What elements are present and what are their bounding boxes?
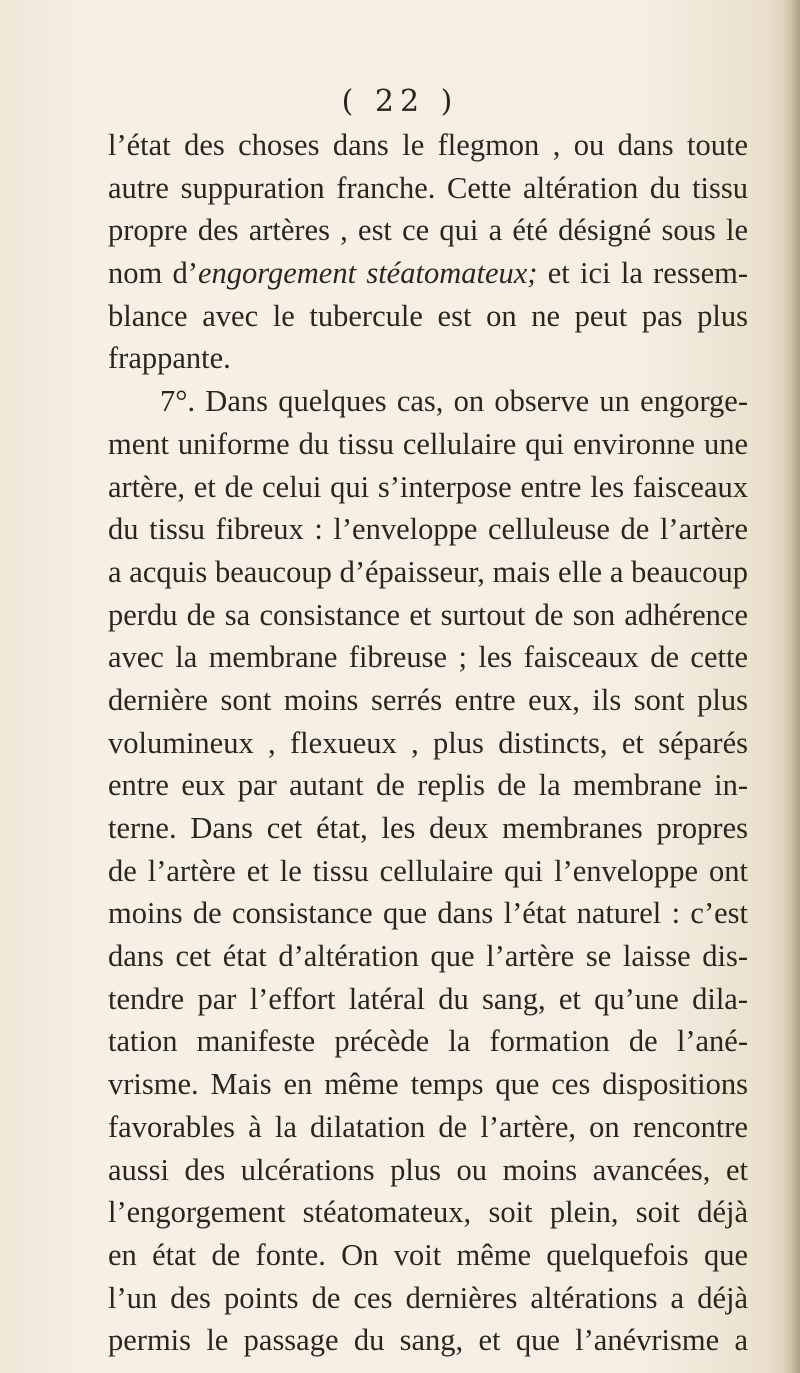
text-line: perdu de sa consistance et surtout de son adhérence bbox=[108, 597, 748, 632]
text-line: favorables à la dilatation de l’artère, on rencontre bbox=[108, 1109, 748, 1144]
text-line: entre eux par autant de replis de la membrane in- bbox=[108, 768, 748, 803]
text-line: avec la membrane fibreuse ; les faisceaux de cette bbox=[108, 640, 748, 675]
text-line: vrisme. Mais en même temps que ces dispositions bbox=[108, 1067, 748, 1102]
text-line: tendre par l’effort latéral du sang, et qu’une dila- bbox=[108, 981, 748, 1016]
text-line: tation manifeste précède la formation de l’ané- bbox=[108, 1024, 748, 1059]
text-line: aussi des ulcérations plus ou moins avancées, et bbox=[108, 1152, 748, 1187]
text-line: de l’artère et le tissu cellulaire qui l’enveloppe ont bbox=[108, 853, 748, 888]
text-line: moins de consistance que dans l’état naturel : c’est bbox=[108, 896, 748, 931]
text-line: a acquis beaucoup d’épaisseur, mais elle a beaucoup bbox=[108, 554, 748, 589]
text-line: autre suppuration franche. Cette altération du tissu bbox=[108, 170, 748, 205]
text-line: ment uniforme du tissu cellulaire qui environne une bbox=[108, 426, 748, 461]
text-line: volumineux , flexueux , plus distincts, et séparés bbox=[108, 725, 748, 760]
text-line bbox=[108, 252, 748, 295]
text-line: du tissu fibreux : l’enveloppe celluleuse de l’artère bbox=[108, 512, 748, 547]
text-line: dernière sont moins serrés entre eux, ils sont plus bbox=[108, 682, 748, 717]
body-text bbox=[108, 124, 748, 1362]
text-line: en état de fonte. On voit même quelquefois que bbox=[108, 1237, 748, 1272]
italic-term: engorgement stéatomateux; bbox=[197, 256, 538, 291]
text-line: dans cet état d’altération que l’artère se laisse dis- bbox=[108, 939, 748, 974]
text-segment: et ici la ressem- bbox=[537, 256, 748, 291]
text-line: propre des artères , est ce qui a été désigné sous le bbox=[108, 213, 748, 248]
page-number: ( 22 ) bbox=[341, 84, 459, 119]
text-line: l’engorgement stéatomateux, soit plein, soit déjà bbox=[108, 1195, 748, 1230]
text-line: 7°. Dans quelques cas, on observe un engorge- bbox=[160, 384, 748, 419]
text-line: l’un des points de ces dernières altérations a déjà bbox=[108, 1280, 748, 1315]
page-edge-shadow bbox=[782, 0, 800, 1373]
text-line: permis le passage du sang, et que l’anévrisme a bbox=[108, 1323, 748, 1358]
text-line: artère, et de celui qui s’interpose entre les faisceaux bbox=[108, 469, 748, 504]
text-line: l’état des choses dans le flegmon , ou dans toute bbox=[108, 128, 748, 162]
text-line: terne. Dans cet état, les deux membranes propres bbox=[108, 811, 748, 845]
text-segment: nom d’ bbox=[108, 256, 198, 291]
text-line: blance avec le tubercule est on ne peut pas plus bbox=[108, 298, 748, 333]
text-line: frappante. bbox=[108, 341, 231, 376]
